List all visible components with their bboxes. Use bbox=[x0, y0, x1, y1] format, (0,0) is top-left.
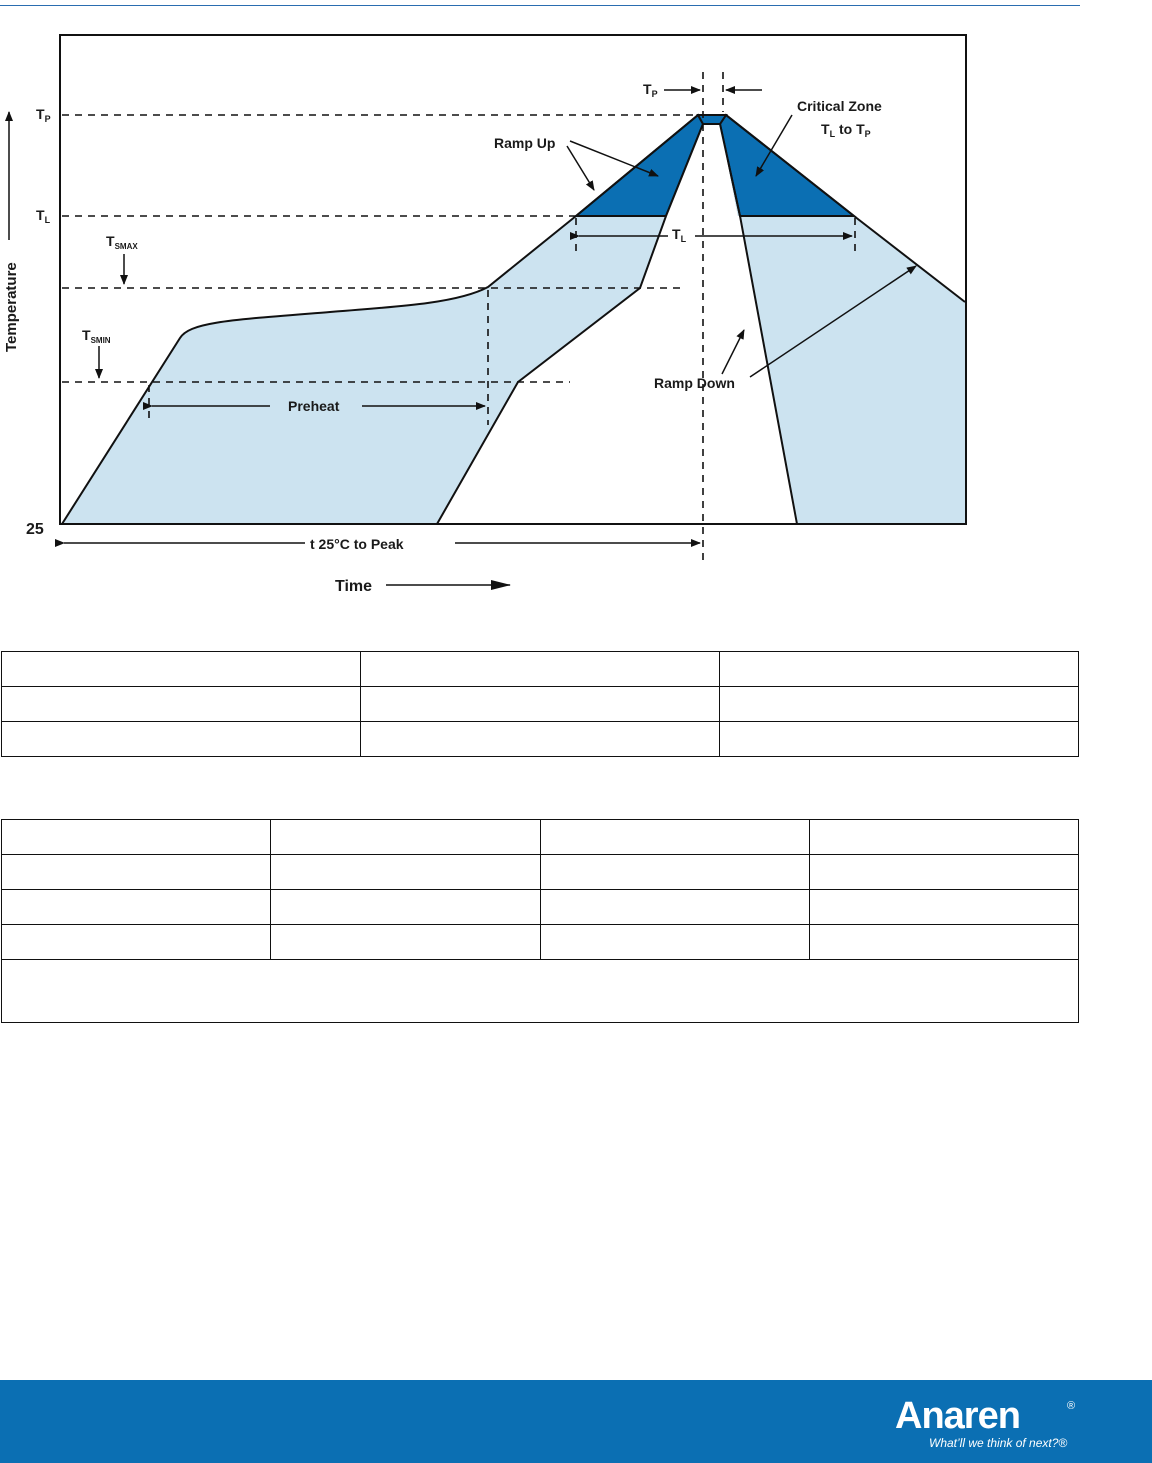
tl-label: $T_L$ bbox=[36, 207, 51, 225]
tsmax-label: $T_{SMAX}$ bbox=[106, 233, 138, 251]
table-cell bbox=[271, 820, 540, 855]
critical-zone-range-label: $T_L$ to $T_P$ bbox=[821, 121, 871, 139]
table-cell bbox=[361, 652, 720, 687]
logo-registered-mark: ® bbox=[1067, 1400, 1076, 1412]
table-cell bbox=[540, 820, 809, 855]
preheat-label: Preheat bbox=[288, 398, 340, 414]
reflow-table-1 bbox=[1, 651, 1079, 757]
tsmin-label: $T_{SMIN}$ bbox=[82, 327, 111, 345]
anaren-logo bbox=[895, 1396, 1115, 1456]
table-cell bbox=[2, 687, 361, 722]
table-cell bbox=[809, 855, 1078, 890]
x-axis-label: Time bbox=[335, 578, 373, 595]
logo-tagline: What’ll we think of next?® bbox=[929, 1436, 1068, 1450]
ramp-up-label: Ramp Up bbox=[494, 135, 556, 151]
table-row bbox=[2, 820, 1079, 855]
tl-span-label: $T_L$ bbox=[672, 226, 687, 244]
table-row bbox=[2, 722, 1079, 757]
table-cell bbox=[809, 820, 1078, 855]
reflow-table-2 bbox=[1, 819, 1079, 1023]
table-row bbox=[2, 855, 1079, 890]
table-cell bbox=[2, 652, 361, 687]
tp-span-label: $T_P$ bbox=[643, 81, 658, 99]
table-cell bbox=[361, 722, 720, 757]
table-cell bbox=[720, 652, 1079, 687]
footer-band bbox=[0, 1380, 1152, 1463]
table-cell bbox=[361, 687, 720, 722]
table-footer-row bbox=[2, 960, 1079, 1023]
table-cell bbox=[540, 890, 809, 925]
table-cell bbox=[2, 890, 271, 925]
logo-wordmark: Anaren bbox=[895, 1395, 1020, 1437]
table-cell bbox=[809, 890, 1078, 925]
table-cell bbox=[2, 722, 361, 757]
y-axis-label: Temperature bbox=[3, 262, 20, 352]
table-cell bbox=[271, 925, 540, 960]
t25-to-peak-label: t 25°C to Peak bbox=[310, 536, 404, 552]
critical-zone-label: Critical Zone bbox=[797, 98, 882, 114]
table-cell bbox=[271, 855, 540, 890]
base-temp-label: 25 bbox=[26, 521, 44, 538]
reflow-profile-diagram bbox=[0, 0, 1152, 620]
table-row bbox=[2, 652, 1079, 687]
ramp-down-label: Ramp Down bbox=[654, 375, 735, 391]
table-row bbox=[2, 925, 1079, 960]
table-cell bbox=[720, 687, 1079, 722]
table-cell bbox=[271, 890, 540, 925]
table-row bbox=[2, 890, 1079, 925]
table-note-cell bbox=[2, 960, 1079, 1023]
table-cell bbox=[720, 722, 1079, 757]
table-cell bbox=[540, 925, 809, 960]
table-cell bbox=[2, 820, 271, 855]
table-cell bbox=[809, 925, 1078, 960]
table-cell bbox=[2, 855, 271, 890]
table-row bbox=[2, 687, 1079, 722]
table-cell bbox=[2, 925, 271, 960]
tp-label: $T_P$ bbox=[36, 106, 51, 124]
table-cell bbox=[540, 855, 809, 890]
